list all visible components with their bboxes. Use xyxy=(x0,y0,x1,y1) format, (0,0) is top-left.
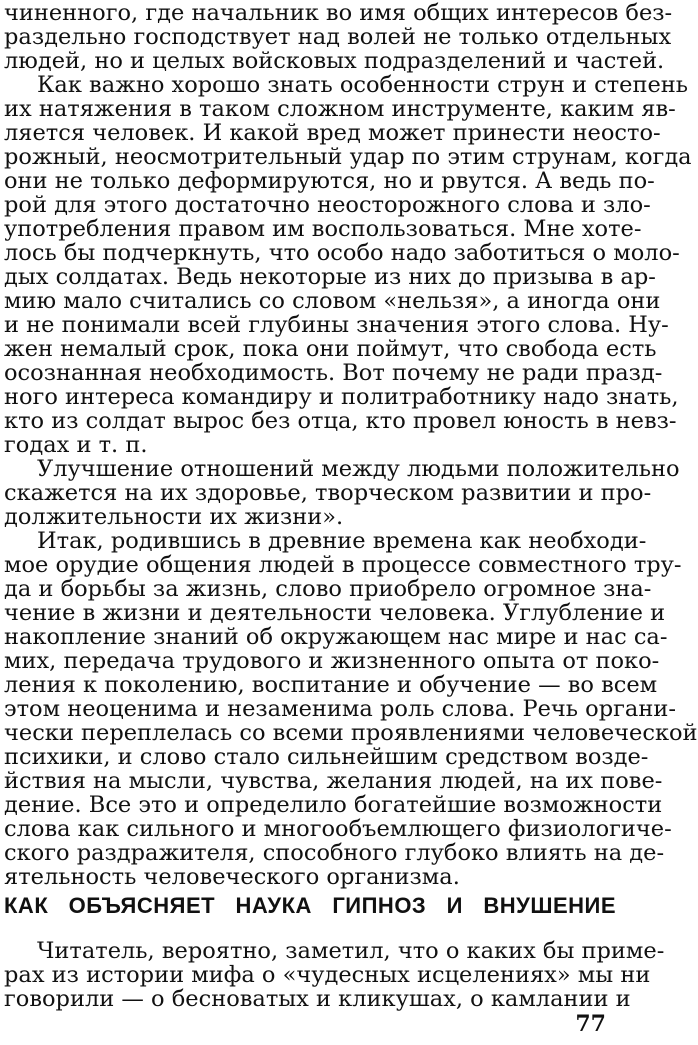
text-line: психики, и слово стало сильнейшим средством возде- xyxy=(4,744,649,770)
text-line: рах из истории мифа о «чудесных исцелениях» мы ни xyxy=(4,962,651,988)
text-line: дение. Все это и определило богатейшие возможности xyxy=(4,792,663,818)
text-line: рой для этого достаточно неосторожного слова и зло- xyxy=(4,192,651,218)
text-line: ления к поколению, воспитание и обучение — во всем xyxy=(4,672,658,698)
text-line: говорили — о бесноватых и кликушах, о камлании и xyxy=(4,986,631,1012)
text-line: чески переплелась со всеми проявлениями человеческой xyxy=(4,720,698,746)
text-line: Итак, родившись в древние времена как необходи- xyxy=(37,528,647,554)
text-line: ного интереса командиру и политработнику надо знать, xyxy=(4,384,679,410)
text-line: раздельно господствует над волей не только отдельных xyxy=(4,24,672,50)
text-line: осознанная необходимость. Вот почему не ради празд- xyxy=(4,360,663,386)
text-line: мое орудие общения людей в процессе совместного тру- xyxy=(4,552,682,578)
text-line: чиненного, где начальник во имя общих интересов без- xyxy=(4,0,673,26)
text-line: кто из солдат вырос без отца, кто провел юность в невз- xyxy=(4,408,677,434)
text-line: йствия на мысли, чувства, желания людей, на их пове- xyxy=(4,768,663,794)
text-line: Улучшение отношений между людьми положительно xyxy=(37,456,680,482)
text-line: Как важно хорошо знать особенности струн и степень xyxy=(37,72,689,98)
text-line: годах и т. п. xyxy=(4,432,148,458)
text-line: этом неоценима и незаменима роль слова. Речь органи- xyxy=(4,696,676,722)
text-line: ятельность человеческого организма. xyxy=(4,864,460,890)
section-heading: КАК ОБЪЯСНЯЕТ НАУКА ГИПНОЗ И ВНУШЕНИЕ xyxy=(4,893,616,918)
page-number: 77 xyxy=(575,1011,606,1037)
text-line: и не понимали всей глубины значения этого слова. Ну- xyxy=(4,312,669,338)
text-line: их натяжения в таком сложном инструменте, каким яв- xyxy=(4,96,676,122)
text-line: рожный, неосмотрительный удар по этим струнам, когда xyxy=(4,144,692,170)
text-line: должительности их жизни». xyxy=(4,504,344,530)
text-line: людей, но и целых войсковых подразделений и частей. xyxy=(4,48,665,74)
text-line: скажется на их здоровье, творческом развитии и про- xyxy=(4,480,652,506)
text-line: да и борьбы за жизнь, слово приобрело огромное зна- xyxy=(4,576,652,602)
text-line: мию мало считались со словом «нельзя», а иногда они xyxy=(4,288,661,314)
text-line: дых солдатах. Ведь некоторые из них до призыва в ар- xyxy=(4,264,656,290)
text-line: мих, передача трудового и жизненного опыта от поко- xyxy=(4,648,660,674)
text-line: накопление знаний об окружающем нас мире и нас са- xyxy=(4,624,668,650)
text-line: слова как сильного и многообъемлющего физиологиче- xyxy=(4,816,672,842)
text-line: лось бы подчеркнуть, что особо надо заботиться о моло- xyxy=(4,240,680,266)
text-line: Читатель, вероятно, заметил, что о каких бы приме- xyxy=(37,938,665,964)
text-line: чение в жизни и деятельности человека. Углубление и xyxy=(4,600,666,626)
book-page xyxy=(4,0,698,1045)
text-line: ского раздражителя, способного глубоко влиять на де- xyxy=(4,840,665,866)
text-line: употребления правом им воспользоваться. Мне хоте- xyxy=(4,216,642,242)
text-line: жен немалый срок, пока они поймут, что свобода есть xyxy=(4,336,657,362)
text-line: они не только деформируются, но и рвутся. А ведь по- xyxy=(4,168,655,194)
text-line: ляется человек. И какой вред может принести неосто- xyxy=(4,120,661,146)
